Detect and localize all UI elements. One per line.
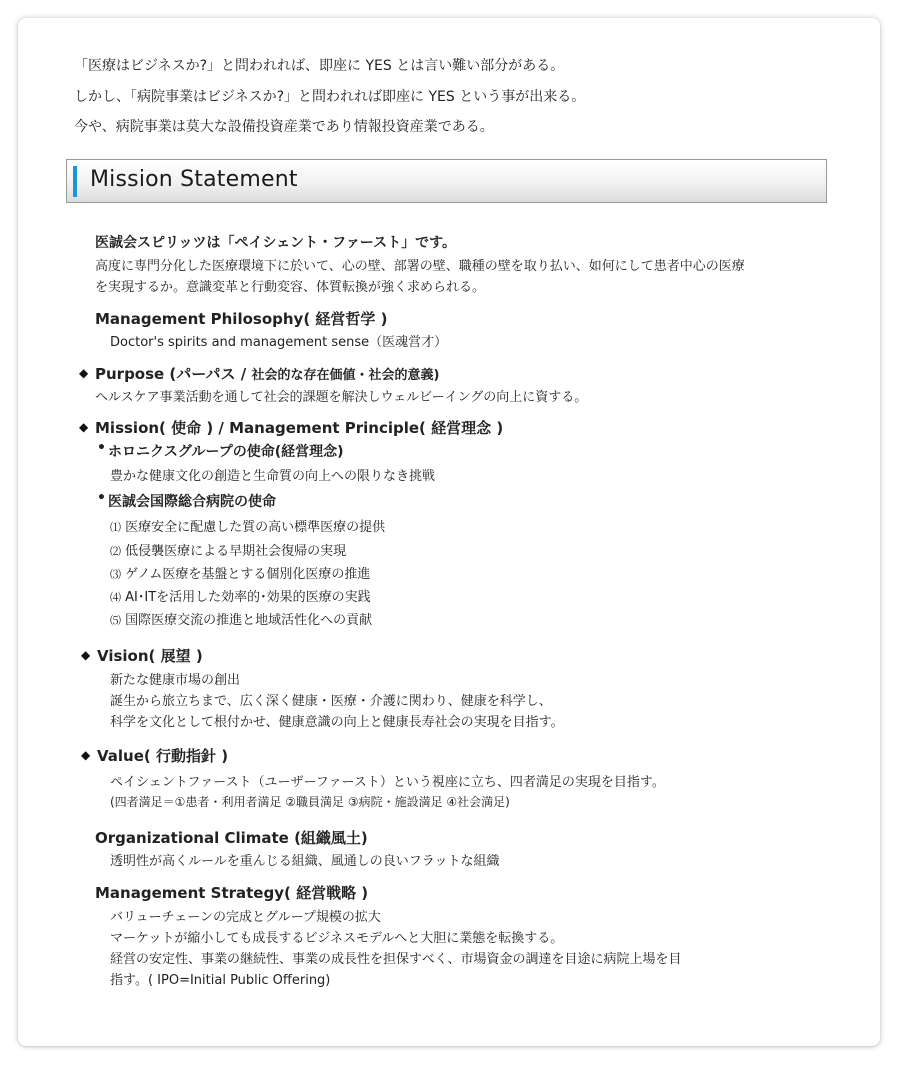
purpose-heading-main: Purpose (パーパス / [95, 365, 252, 383]
vision-line: 新たな健康市場の創出 [110, 673, 241, 688]
intro-line: しかし、「病院事業はビジネスか?」と問われれば即座に YES という事が出来る。 [74, 88, 586, 105]
vision-line: 誕生から旅立ちまで、広く深く健康・医療・介護に関わり、健康を科学し、 [110, 694, 552, 709]
strategy-line: 指す。( IPO=Initial Public Offering) [110, 973, 331, 988]
item-number: ⑴ [110, 521, 121, 534]
mission-list-item [110, 586, 371, 605]
value-heading: Value( 行動指針 ) [97, 747, 229, 765]
spirit-body: 高度に専門分化した医療環境下に於いて、心の壁、部署の壁、職種の壁を取り払い、如何にして患者中心の医療 [95, 259, 745, 274]
mission-list-item [110, 540, 346, 559]
diamond-bullet-icon: ◆ [79, 420, 89, 434]
hospital-mission-heading: 医誠会国際総合病院の使命 [108, 494, 276, 510]
item-text: 医療安全に配慮した質の高い標準医療の提供 [125, 520, 386, 535]
vision-line: 科学を文化として根付かせ、健康意識の向上と健康長寿社会の実現を目指す。 [110, 715, 564, 730]
intro-line: 「医療はビジネスか?」と問われれば、即座に YES とは言い難い部分がある。 [74, 58, 565, 74]
item-number: ⑵ [110, 545, 121, 558]
diamond-bullet-icon: ◆ [81, 748, 91, 762]
purpose-body: ヘルスケア事業活動を通して社会的課題を解決しウェルビーイングの向上に資する。 [95, 390, 588, 405]
bullet-dot: • [97, 440, 106, 456]
intro-block [74, 51, 585, 143]
value-line: (四者満足＝①患者・利用者満足 ②職員満足 ③病院・施設満足 ④社会満足) [110, 795, 510, 809]
group-mission-heading: ホロニクスグループの使命(経営理念) [108, 444, 344, 460]
value-line: ペイシェントファースト（ユーザーファースト）という視座に立ち、四者満足の実現を目指す。 [110, 775, 665, 790]
diamond-bullet-icon: ◆ [81, 648, 91, 662]
spirit-body: を実現するか。意識変革と行動変容、体質転換が強く求められる。 [95, 280, 486, 295]
strategy-line: 経営の安定性、事業の継続性、事業の成長性を担保すべく、市場資金の調達を目途に病院上場を目 [110, 952, 682, 967]
strategy-line: バリューチェーンの完成とグループ規模の拡大 [110, 910, 381, 925]
climate-heading: Organizational Climate (組織風土) [95, 829, 368, 847]
item-text: 低侵襲医療による早期社会復帰の実現 [125, 544, 347, 559]
philosophy-body: Doctor's spirits and management sense（医魂営才） [110, 335, 448, 350]
diamond-bullet-icon: ◆ [79, 366, 89, 380]
item-text: AI･ITを活用した効率的･効果的医療の実践 [125, 590, 371, 605]
climate-body: 透明性が高くルールを重んじる組織、風通しの良いフラットな組織 [110, 854, 500, 869]
mission-list-item [110, 516, 385, 535]
philosophy-heading: Management Philosophy( 経営哲学 ) [95, 310, 388, 328]
mission-heading: Mission( 使命 ) / Management Principle( 経営理念 ) [95, 419, 504, 437]
strategy-line: マーケットが縮小しても成長するビジネスモデルへと大胆に業態を転換する。 [110, 931, 564, 946]
intro-line: 今や、病院事業は莫大な設備投資産業であり情報投資産業である。 [74, 119, 494, 135]
item-number: ⑸ [110, 614, 121, 627]
spirit-heading: 医誠会スピリッツは「ペイシェント・ファースト」です。 [95, 235, 457, 251]
section-title: Mission Statement [90, 167, 298, 192]
group-mission-body: 豊かな健康文化の創造と生命質の向上への限りなき挑戦 [110, 469, 436, 484]
vision-heading: Vision( 展望 ) [97, 647, 203, 665]
accent-bar [73, 166, 77, 197]
purpose-heading-sub: 社会的な存在価値・社会的意義) [251, 368, 440, 383]
bullet-dot: • [97, 490, 106, 506]
item-text: ゲノム医療を基盤とする個別化医療の推進 [125, 567, 371, 582]
strategy-heading: Management Strategy( 経営戦略 ) [95, 884, 369, 902]
item-number: ⑷ [110, 591, 121, 604]
mission-list-item [110, 609, 372, 628]
mission-list-item [110, 563, 370, 582]
purpose-heading [95, 363, 439, 384]
section-header [66, 159, 827, 203]
item-number: ⑶ [110, 568, 121, 581]
item-text: 国際医療交流の推進と地域活性化への貢献 [125, 613, 373, 628]
